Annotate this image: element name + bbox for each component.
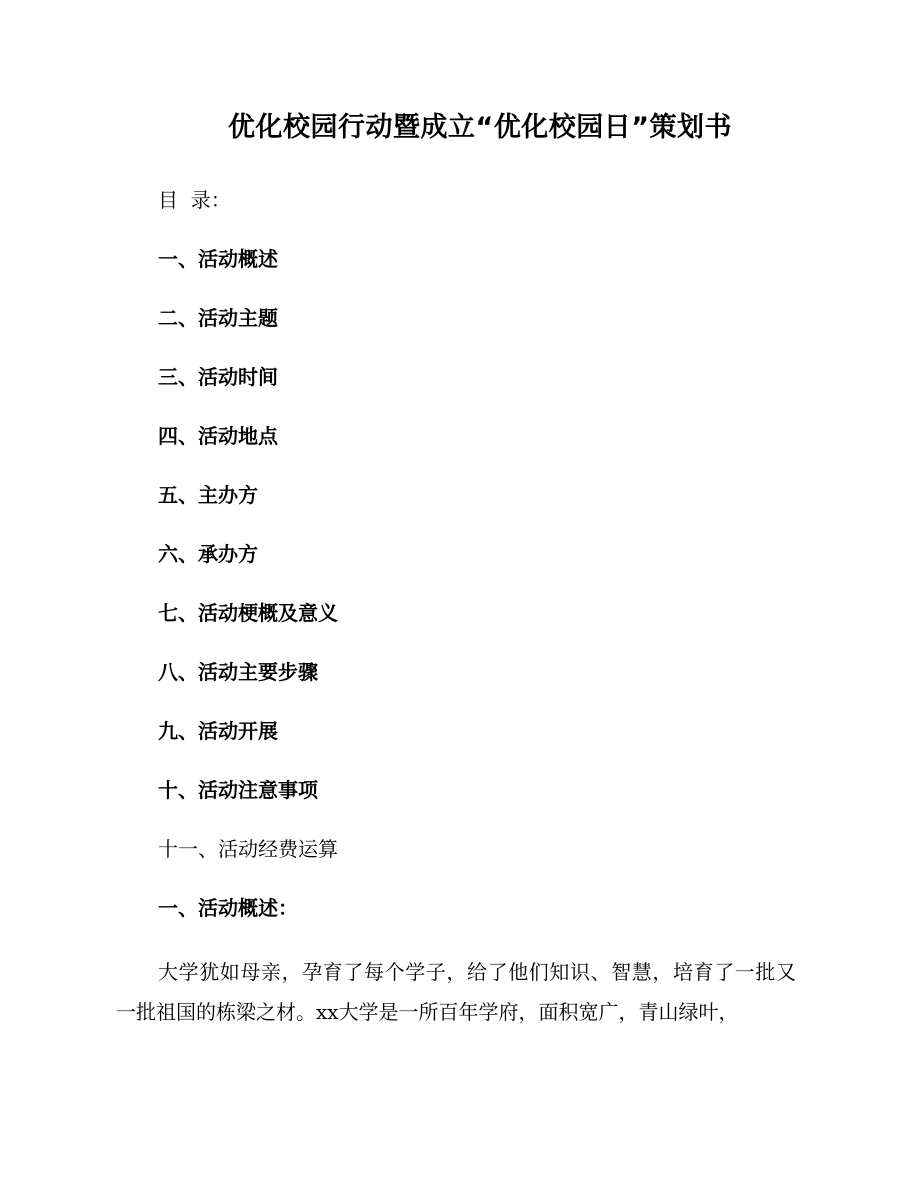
document-title: 优化校园行动暨成立“优化校园日”策划书 <box>228 112 732 143</box>
toc-item: 五、主办方 <box>158 483 258 507</box>
table-of-contents <box>158 244 338 893</box>
toc-item: 六、承办方 <box>158 542 258 566</box>
toc-item: 十、活动注意事项 <box>158 778 318 802</box>
toc-item: 八、活动主要步骤 <box>158 660 318 684</box>
section-heading: 一、活动概述： <box>158 896 298 920</box>
toc-item: 七、活动梗概及意义 <box>158 601 338 625</box>
toc-item: 一、活动概述 <box>158 247 278 271</box>
toc-item: 九、活动开展 <box>158 719 278 743</box>
toc-item: 二、活动主题 <box>158 306 278 330</box>
body-paragraph: 大学犹如母亲，孕育了每个学子，给了他们知识、智慧，培育了一批又一批祖国的栋梁之材。xx大学是一所百年学府，面积宽广，青山绿叶， <box>116 960 796 1024</box>
toc-item: 四、活动地点 <box>158 424 278 448</box>
toc-item: 三、活动时间 <box>158 365 278 389</box>
toc-item: 十一、活动经费运算 <box>158 837 338 861</box>
toc-label: 目 录： <box>158 188 231 212</box>
